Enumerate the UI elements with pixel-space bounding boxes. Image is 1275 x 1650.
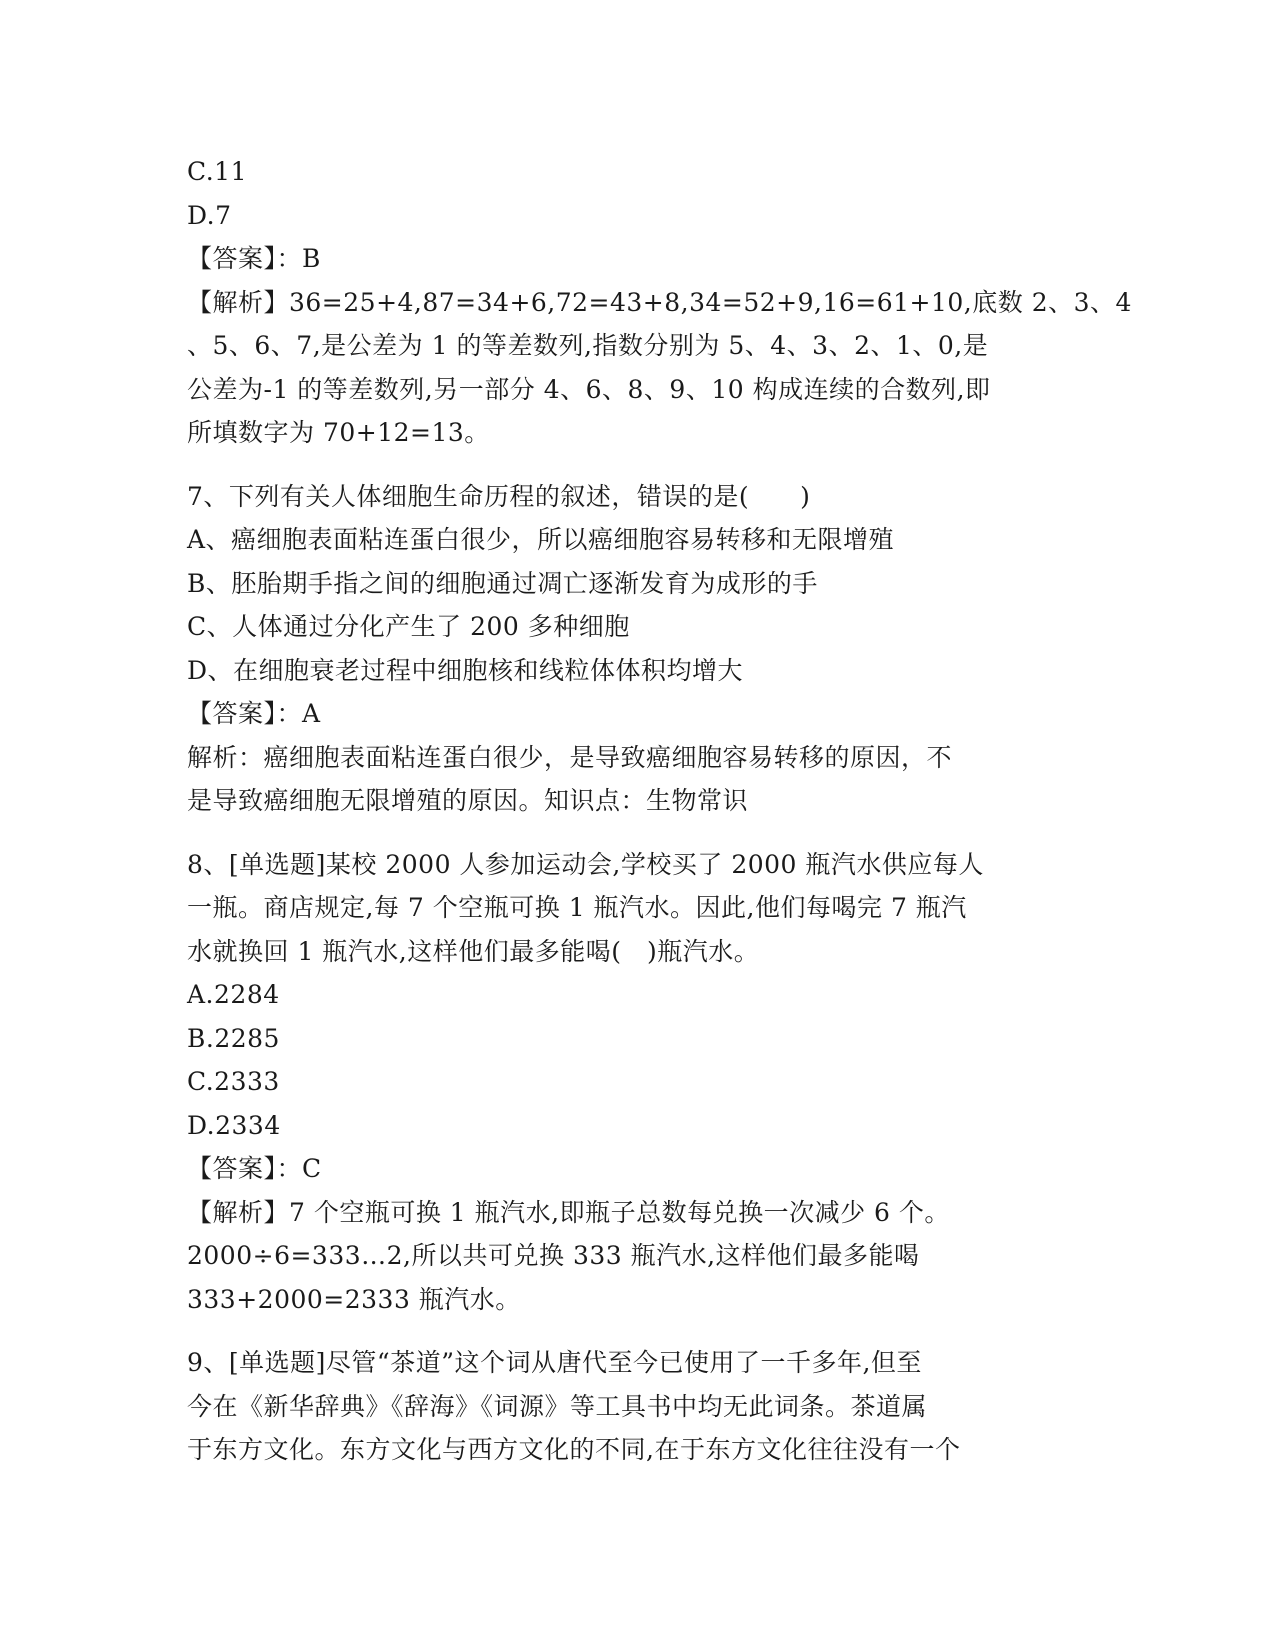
section-gap [187,823,1087,843]
question-8-answer: 【答案】：C [187,1154,322,1183]
question-9-stem: 9、[单选题]尽管“茶道”这个词从唐代至今已使用了一千多年,但至 [187,1348,922,1377]
question-8-option-a: A.2284 [187,980,280,1009]
question-8-analysis: 2000÷6=333…2,所以共可兑换 333 瓶汽水,这样他们最多能喝 [187,1241,920,1270]
analysis-line: 【解析】36=25+4,87=34+6,72=43+8,34=52+9,16=61+10,底数 2、3、4 [187,287,1132,317]
question-9-stem: 今在《新华辞典》《辞海》《词源》等工具书中均无此词条。茶道属 [187,1391,928,1421]
question-8-stem: 水就换回 1 瓶汽水,这样他们最多能喝( )瓶汽水。 [187,936,760,966]
question-8-stem: 一瓶。商店规定,每 7 个空瓶可换 1 瓶汽水。因此,他们每喝完 7 瓶汽 [187,893,967,922]
question-7-option-c: C、人体通过分化产生了 200 多种细胞 [187,612,630,641]
question-7-analysis: 是导致癌细胞无限增殖的原因。知识点：生物常识 [187,786,749,815]
section-gap [187,455,1087,475]
question-8-stem: 8、[单选题]某校 2000 人参加运动会,学校买了 2000 瓶汽水供应每人 [187,849,984,879]
analysis-line: 所填数字为 70+12=13。 [187,418,490,447]
question-8-analysis: 333+2000=2333 瓶汽水。 [187,1284,521,1314]
option-d: D.7 [187,200,232,230]
question-7-stem: 7、下列有关人体细胞生命历程的叙述，错误的是( ) [187,481,811,511]
question-7-option-a: A、癌细胞表面粘连蛋白很少，所以癌细胞容易转移和无限增殖 [187,525,895,554]
page-content [187,150,1132,1472]
analysis-line: 、5、6、7,是公差为 1 的等差数列,指数分别为 5、4、3、2、1、0,是 [187,331,989,360]
question-7-option-d: D、在细胞衰老过程中细胞核和线粒体体积均增大 [187,655,744,685]
question-8-option-d: D.2334 [187,1110,281,1140]
question-7-answer: 【答案】：A [187,699,321,728]
question-9-stem: 于东方文化。东方文化与西方文化的不同,在于东方文化往往没有一个 [187,1435,961,1464]
option-c: C.11 [187,157,247,186]
question-7-analysis: 解析：癌细胞表面粘连蛋白很少，是导致癌细胞容易转移的原因，不 [187,742,953,772]
answer-line: 【答案】：B [187,244,321,273]
question-8-analysis: 【解析】7 个空瓶可换 1 瓶汽水,即瓶子总数每兑换一次减少 6 个。 [187,1197,950,1227]
question-8-option-c: C.2333 [187,1067,280,1096]
section-gap [187,1321,1087,1341]
question-7-option-b: B、胚胎期手指之间的细胞通过凋亡逐渐发育为成形的手 [187,568,818,598]
analysis-line: 公差为-1 的等差数列,另一部分 4、6、8、9、10 构成连续的合数列,即 [187,374,991,404]
question-8-option-b: B.2285 [187,1023,280,1053]
